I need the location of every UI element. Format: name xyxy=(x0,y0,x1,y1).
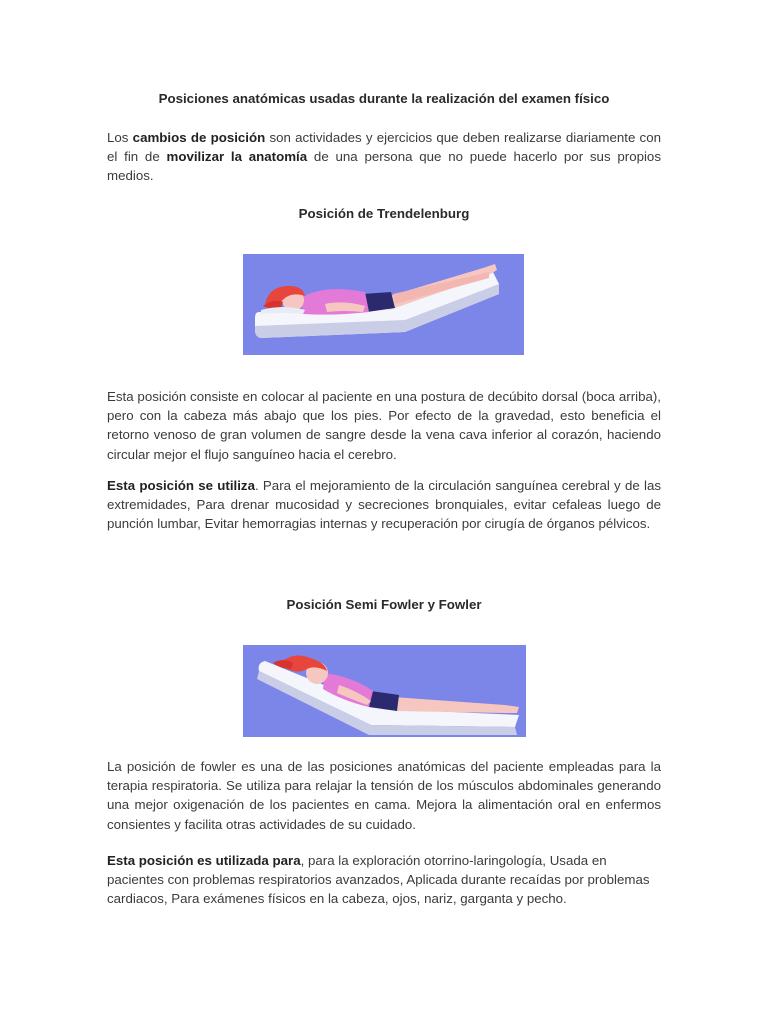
trendelenburg-drawing xyxy=(243,254,524,355)
fowler-description: La posición de fowler es una de las posiciones anatómicas del paciente empleadas para la terapia respiratoria. Se utiliza para relajar la tensión de los músculos abdominales generando una mejor oxigenación de los pacientes en cama. Mejora la alimentación oral en enfermos consientes y facilita otras actividades de su cuidado. xyxy=(107,759,661,832)
section-heading-fowler: Posición Semi Fowler y Fowler xyxy=(286,597,482,612)
document-title: Posiciones anatómicas usadas durante la realización del examen físico xyxy=(158,91,610,106)
intro-text-2: son actividades y ejercicios que deben realizarse diariamente con el fin de xyxy=(107,130,661,165)
trendelenburg-uses xyxy=(107,476,661,534)
intro-bold-2: movilizar la anatomía xyxy=(166,149,308,165)
trendelenburg-description: Esta posición consiste en colocar al paciente en una postura de decúbito dorsal (boca arriba), pero con la cabeza más abajo que los pies. Por efecto de la gravedad, esto beneficia el retorno venoso de gran volumen de sangre desde la vena cava inferior al corazón, haciendo circular mejor el flujo sanguíneo hacia el cerebro. xyxy=(107,389,661,462)
intro-bold-1: cambios de posición xyxy=(132,130,266,145)
trendelenburg-uses-text: . Para el mejoramiento de la circulación sanguínea cerebral y de las extremidades, Para drenar mucosidad y secreciones bronquiales, evitar cefaleas luego de punción lumbar, Evitar hemorragias internas y recuperación por cirugía de órganos pélvicos. xyxy=(107,478,661,532)
fowler-uses xyxy=(107,851,661,909)
trendelenburg-illustration xyxy=(243,254,524,355)
fowler-uses-bold: Esta posición es utilizada para xyxy=(107,853,301,868)
fowler-drawing xyxy=(243,645,526,737)
section-heading-trendelenburg: Posición de Trendelenburg xyxy=(298,206,470,221)
intro-text-1: Los xyxy=(107,130,133,145)
intro-text-3: de una persona que no puede hacerlo por sus propios medios. xyxy=(107,149,661,184)
fowler-uses-text: , para la exploración otorrino-laringología, Usada en pacientes con problemas respiratorios avanzados, Aplicada durante recaídas por problemas cardiacos, Para exámenes físicos en la cabeza, ojos, nariz, garganta y pecho. xyxy=(107,853,650,907)
fowler-illustration xyxy=(243,645,526,737)
intro-paragraph xyxy=(107,128,661,186)
trendelenburg-uses-bold: Esta posición se utiliza xyxy=(107,478,255,493)
